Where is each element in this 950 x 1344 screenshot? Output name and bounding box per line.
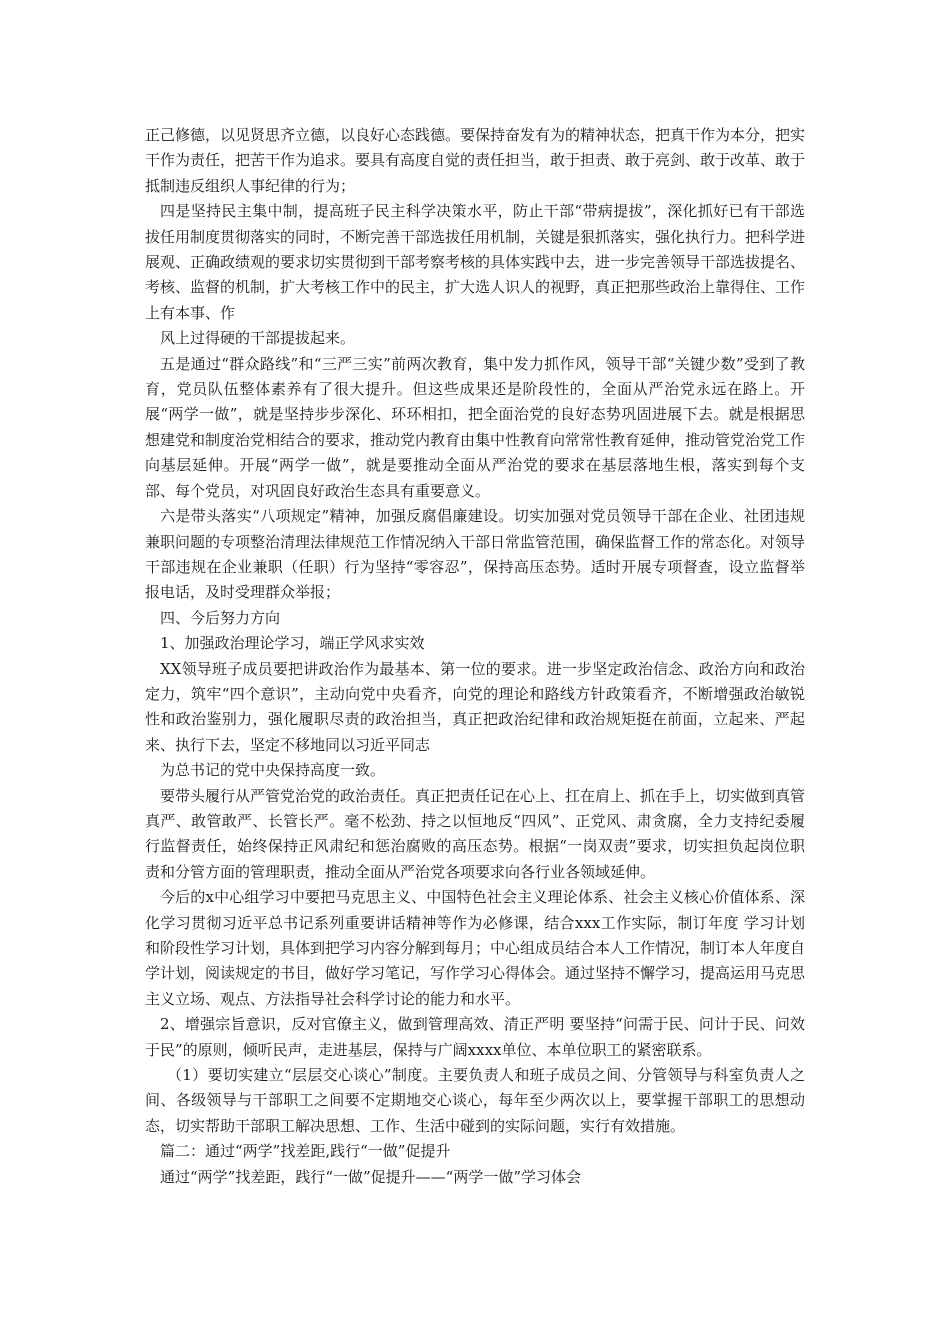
paragraph-point-four-tail: 风上过得硬的干部提拔起来。 bbox=[160, 329, 356, 348]
paragraph-point-six: 六是带头落实“八项规定”精神，加强反腐倡廉建设。切实加强对党员领导干部在企业、社团违规兼职问题的专项整治清理法律规范工作情况纳入干部日常监管范围，确保监督工作的常态化。对领导干部违规在企业兼职（任职）行为坚持“零容忍”，保持高压态势。适时开展专项督查，设立监督举报电话，及时受理群众举报； bbox=[145, 507, 806, 602]
paragraph-part-two-title: 通过“两学”找差距，践行“一做”促提升——“两学一做”学习体会 bbox=[160, 1167, 582, 1186]
paragraph-political-requirements: XX领导班子成员要把讲政治作为最基本、第一位的要求。进一步坚定政治信念、政治方向和政治定力，筑牢“四个意识”，主动向党中央看齐，向党的理论和路线方针政策看齐，不断增强政治敏锐性和政治鉴别力，强化履职尽责的政治担当，真正把政治纪律和政治规矩挺在前面，立起来、严起来、执行下去，坚定不移地同以习近平同志 bbox=[145, 659, 805, 754]
subheading-purpose-awareness: 2、增强宗旨意识，反对官僚主义，做到管理高效、清正严明 要坚持“问需于民、问计于民、问效于民”的原则，倾听民声，走进基层，保持与广阔xxxx单位、本单位职工的紧密联系。 bbox=[145, 1015, 805, 1059]
subheading-political-study: 1、加强政治理论学习，端正学风求实效 bbox=[160, 634, 425, 653]
paragraph-continuation: 正己修德，以见贤思齐立德，以良好心态践德。要保持奋发有为的精神状态，把真干作为本分，把实干作为责任，把苦干作为追求。要具有高度自觉的责任担当，敢于担责、敢于亮剑、敢于改革、敢于抵制违反组织人事纪律的行为； bbox=[145, 126, 806, 195]
paragraph-point-five: 五是通过“群众路线”和“三严三实”前两次教育，集中发力抓作风，领导干部“关键少数”受到了教育，党员队伍整体素养有了很大提升。但这些成果还是阶段性的，全面从严治党永远在路上。开展“两学一做”，就是坚持步步深化、环环相扣，把全面治党的良好态势巩固进展下去。就是根据思想建党和制度治党相结合的要求，推动党内教育由集中性教育向常常性教育延伸，推动管党治党工作向基层延伸。开展“两学一做”，就是要推动全面从严治党的要求在基层落地生根，落实到每个支部、每个党员，对巩固良好政治生态具有重要意义。 bbox=[145, 354, 806, 500]
paragraph-party-responsibility: 要带头履行从严管党治党的政治责任。真正把责任记在心上、扛在肩上、抓在手上，切实做到真管真严、敢管敢严、长管长严。毫不松劲、持之以恒地反“四风”、正党风、肃贪腐，全力支持纪委履行监督责任，始终保持正风肃纪和惩治腐败的高压态势。根据“一岗双责”要求，切实担负起岗位职责和分管方面的管理职责，推动全面从严治党各项要求向各行业各领域延伸。 bbox=[145, 786, 806, 881]
paragraph-political-requirements-tail: 为总书记的党中央保持高度一致。 bbox=[160, 761, 386, 780]
section-heading-future-direction: 四、今后努力方向 bbox=[160, 608, 281, 627]
paragraph-point-four: 四是坚持民主集中制，提高班子民主科学决策水平，防止干部“带病提拔”，深化抓好已有干部选拔任用制度贯彻落实的同时，不断完善干部选拔任用机制，关键是狠抓落实，强化执行力。把科学进展观、正确政绩观的要求切实贯彻到干部考察考核的具体实践中去，进一步完善领导干部选拔提名、考核、监督的机制，扩大考核工作中的民主，扩大选人识人的视野，真正把那些政治上靠得住、工作上有本事、作 bbox=[145, 202, 806, 322]
paragraph-heart-to-heart-system: （1）要切实建立“层层交心谈心”制度。主要负责人和班子成员之间、分管领导与科室负责人之间、各级领导与干部职工之间要不定期地交心谈心，每年至少两次以上，要掌握干部职工的思想动态，切实帮助干部职工解决思想、工作、生活中碰到的实际问题，实行有效措施。 bbox=[145, 1066, 805, 1135]
paragraph-study-plan: 今后的x中心组学习中要把马克思主义、中国特色社会主义理论体系、社会主义核心价值体系、深化学习贯彻习近平总书记系列重要讲话精神等作为必修课，结合xxx工作实际，制订年度 学习计划 和阶段性学习计划，具体到把学习内容分解到每月；中心组成员结合本人工作情况，制订本人年度自学计划，阅读规定的书目，做好学习笔记，写作学习心得体会。通过坚持不懈学习，提高运用马克思主义立场、观点、方法指导社会科学讨论的能力和水平。 bbox=[145, 888, 806, 1008]
document-body bbox=[145, 123, 805, 1190]
section-heading-part-two: 篇二：通过“两学”找差距,践行“一做”促提升 bbox=[160, 1142, 451, 1161]
